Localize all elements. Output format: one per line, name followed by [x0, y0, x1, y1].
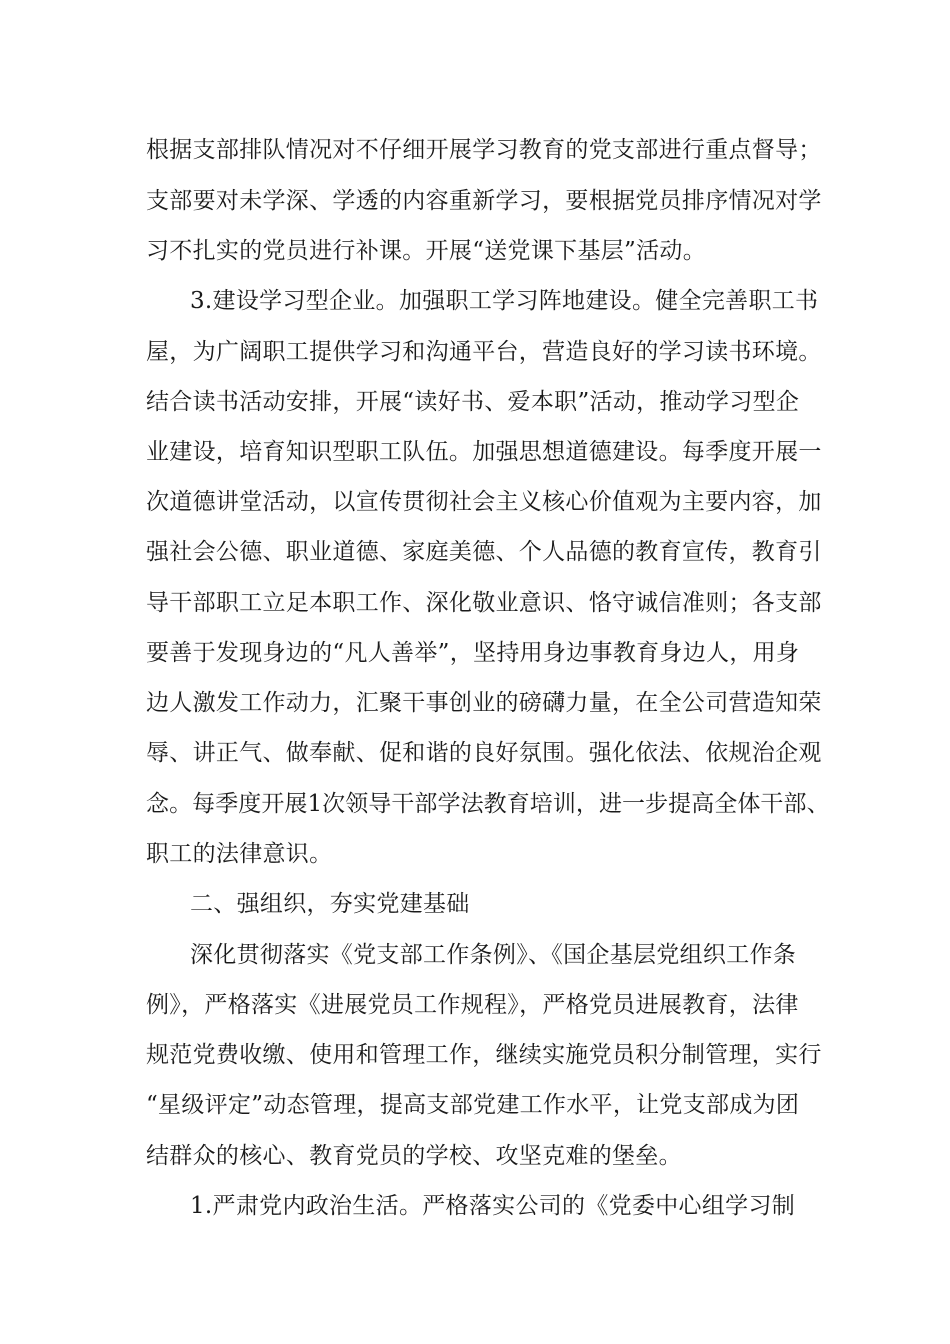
- text-line: “星级评定”动态管理，提高支部党建工作水平，让党支部成为团: [146, 1092, 800, 1118]
- text-line: 3.建设学习型企业。加强职工学习阵地建设。健全完善职工书: [190, 288, 819, 314]
- text-line: 强社会公德、职业道德、家庭美德、个人品德的教育宣传，教育引: [146, 539, 822, 565]
- text-line: 1.严肃党内政治生活。严格落实公司的《党委中心组学习制: [190, 1193, 796, 1219]
- text-line: 念。每季度开展1次领导干部学法教育培训，进一步提高全体干部、: [146, 791, 830, 817]
- text-line: 导干部职工立足本职工作、深化敬业意识、恪守诚信准则；各支部: [146, 590, 822, 616]
- text-line: 结群众的核心、教育党员的学校、攻坚克难的堡垒。: [146, 1143, 682, 1169]
- text-line: 习不扎实的党员进行补课。开展“送党课下基层”活动。: [146, 238, 707, 264]
- section-heading: 二、强组织，夯实党建基础: [190, 891, 470, 917]
- text-line: 辱、讲正气、做奉献、促和谐的良好氛围。强化依法、依规治企观: [146, 740, 822, 766]
- text-line: 屋，为广阔职工提供学习和沟通平台，营造良好的学习读书环境。: [146, 339, 822, 365]
- text-line: 次道德讲堂活动，以宣传贯彻社会主义核心价值观为主要内容，加: [146, 489, 822, 515]
- text-line: 要善于发现身边的“凡人善举”，坚持用身边事教育身边人，用身: [146, 640, 800, 666]
- text-line: 职工的法律意识。: [146, 841, 333, 867]
- text-line: 边人激发工作动力，汇聚干事创业的磅礴力量，在全公司营造知荣: [146, 690, 822, 716]
- text-line: 深化贯彻落实《党支部工作条例》、《国企基层党组织工作条: [190, 942, 797, 968]
- text-line: 例》，严格落实《进展党员工作规程》，严格党员进展教育，法律: [146, 992, 799, 1018]
- text-line: 业建设，培育知识型职工队伍。加强思想道德建设。每季度开展一: [146, 439, 822, 465]
- text-line: 根据支部排队情况对不仔细开展学习教育的党支部进行重点督导；: [146, 137, 822, 163]
- text-line: 规范党费收缴、使用和管理工作，继续实施党员积分制管理，实行: [146, 1042, 822, 1068]
- text-line: 结合读书活动安排，开展“读好书、爱本职”活动，推动学习型企: [146, 389, 800, 415]
- text-line: 支部要对未学深、学透的内容重新学习，要根据党员排序情况对学: [146, 188, 822, 214]
